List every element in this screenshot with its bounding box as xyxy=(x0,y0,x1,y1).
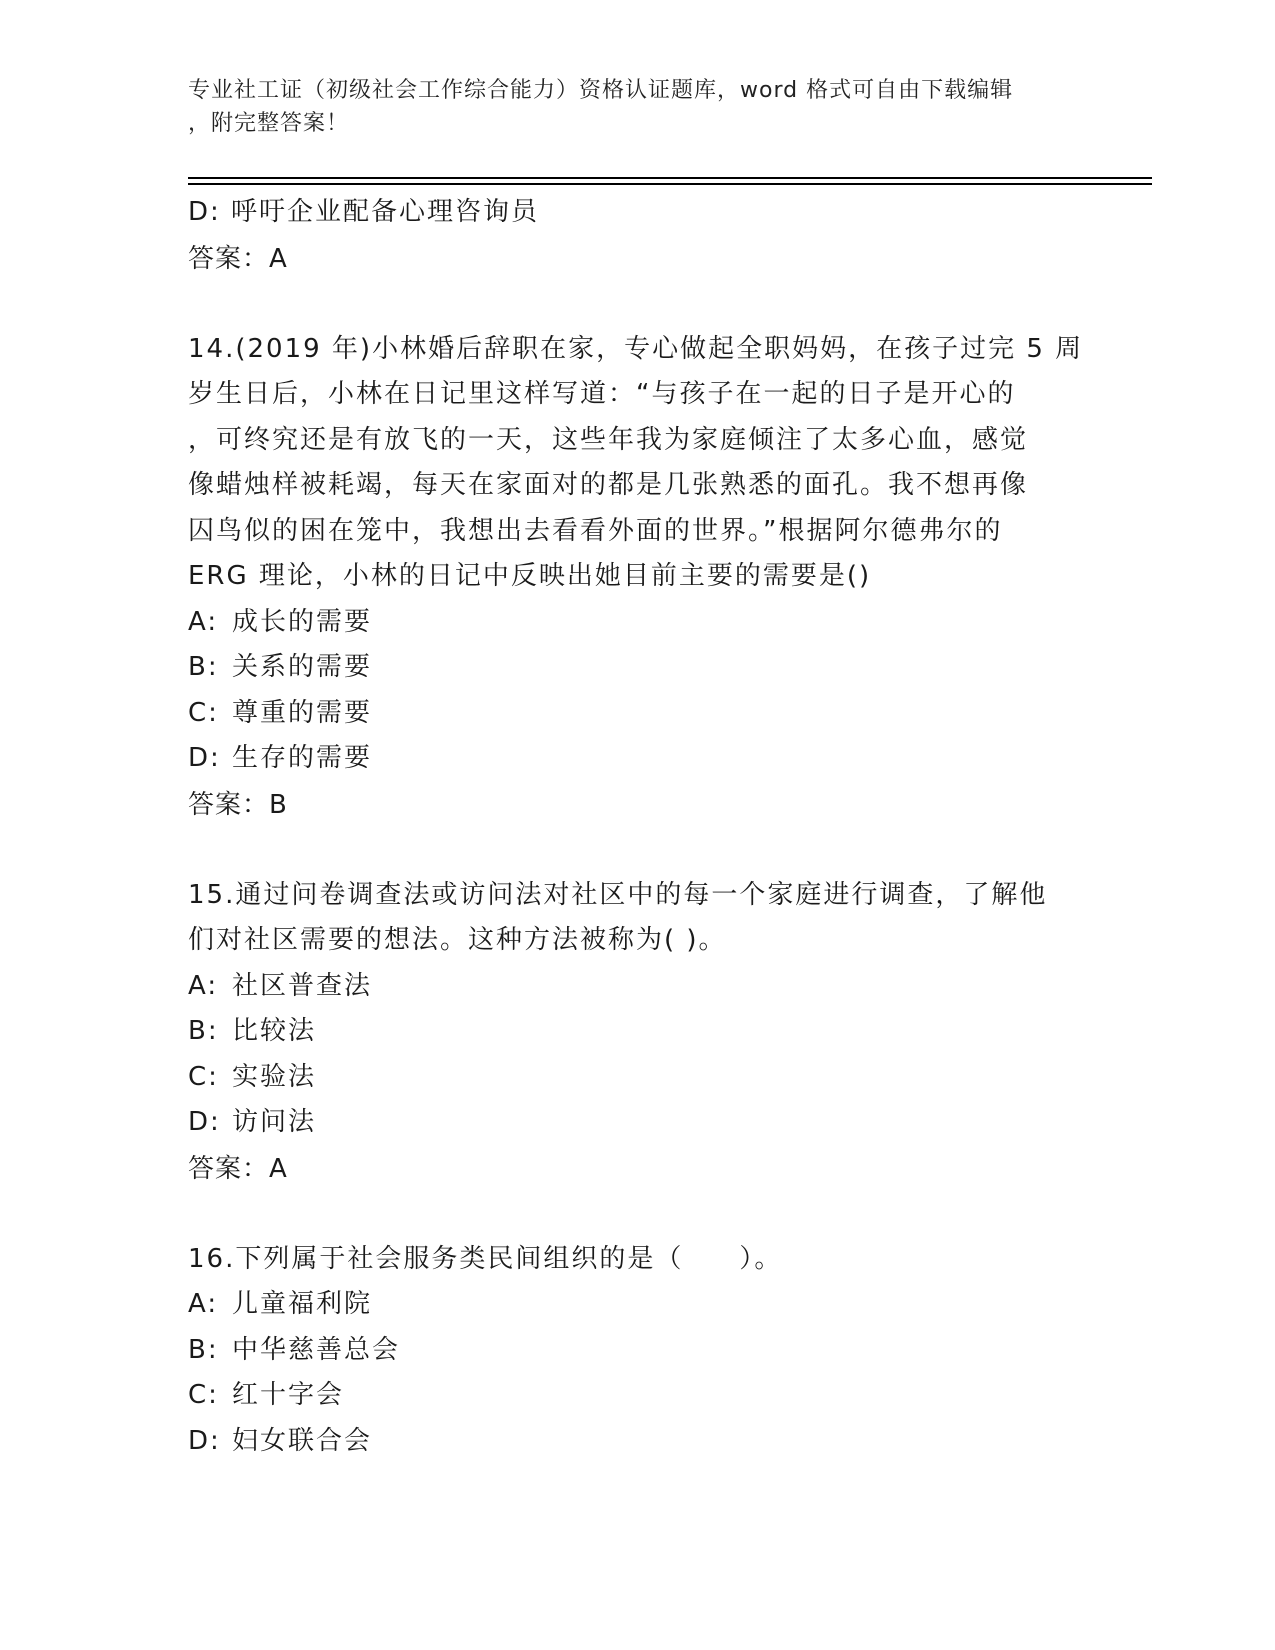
option-letter: B: xyxy=(188,1016,219,1046)
spacer xyxy=(188,828,1088,873)
option-c xyxy=(188,691,1088,737)
header-line-1: 专业社工证（初级社会工作综合能力）资格认证题库，word 格式可自由下载编辑 xyxy=(188,78,1014,103)
option-letter: A: xyxy=(188,970,219,1001)
option-letter: A: xyxy=(188,1289,219,1319)
question-text-line: 岁生日后，小林在日记里这样写道：“与孩子在一起的日子是开心的 xyxy=(188,379,1016,409)
option-text: 生存的需要 xyxy=(232,743,373,773)
previous-question-tail xyxy=(188,190,1088,282)
option-text: 红十字会 xyxy=(232,1380,345,1410)
document-header xyxy=(188,74,1068,140)
answer-line: 答案：A xyxy=(188,243,288,274)
option-text: 儿童福利院 xyxy=(232,1289,373,1319)
spacer xyxy=(188,1192,1088,1237)
spacer xyxy=(188,282,1088,327)
question-text-line: 像蜡烛样被耗竭，每天在家面对的都是几张熟悉的面孔。我不想再像 xyxy=(188,470,1029,500)
answer-line: 答案：B xyxy=(188,789,288,820)
question-16 xyxy=(188,1237,1088,1465)
option-text: 社区普查法 xyxy=(232,970,373,1001)
option-d xyxy=(188,1100,1088,1146)
question-text-line: 14.(2019 年)小林婚后辞职在家，专心做起全职妈妈，在孩子过完 5 周 xyxy=(188,333,1084,364)
option-a xyxy=(188,600,1088,646)
option-c xyxy=(188,1055,1088,1101)
option-letter: C: xyxy=(188,1061,219,1092)
option-letter: D: xyxy=(188,743,221,773)
option-text: 中华慈善总会 xyxy=(232,1334,401,1365)
option-d xyxy=(188,736,1088,782)
option-letter: B: xyxy=(188,652,219,682)
question-content xyxy=(188,190,1088,1464)
header-divider-bottom xyxy=(188,183,1152,185)
option-text: 实验法 xyxy=(232,1061,317,1092)
header-line-2: ，附完整答案！ xyxy=(188,111,350,136)
option-letter: C: xyxy=(188,697,219,728)
question-15 xyxy=(188,873,1088,1192)
question-text-line: ，可终究还是有放飞的一天，这些年我为家庭倾注了太多心血，感觉 xyxy=(188,424,1029,455)
option-letter: D: xyxy=(188,1425,221,1456)
option-text: 妇女联合会 xyxy=(232,1425,373,1456)
option-letter: D: xyxy=(188,1107,221,1137)
option-text: 尊重的需要 xyxy=(232,697,373,728)
question-text-line: ERG 理论，小林的日记中反映出她目前主要的需要是() xyxy=(188,561,872,591)
question-text-line: 15.通过问卷调查法或访问法对社区中的每一个家庭进行调查，了解他 xyxy=(188,879,1048,910)
option-d: D: 呼吁企业配备心理咨询员 xyxy=(188,197,540,227)
option-letter: C: xyxy=(188,1380,219,1410)
option-a xyxy=(188,964,1088,1010)
option-d xyxy=(188,1419,1088,1465)
option-text: 访问法 xyxy=(232,1107,317,1137)
option-letter: B: xyxy=(188,1334,219,1365)
option-b xyxy=(188,645,1088,691)
question-text-line: 们对社区需要的想法。这种方法被称为( )。 xyxy=(188,925,727,955)
option-text: 比较法 xyxy=(232,1016,317,1046)
option-c xyxy=(188,1373,1088,1419)
option-letter: A: xyxy=(188,606,219,637)
option-b xyxy=(188,1009,1088,1055)
option-b xyxy=(188,1328,1088,1374)
option-text: 关系的需要 xyxy=(232,652,373,682)
option-text: 成长的需要 xyxy=(232,606,373,637)
question-text-line: 16.下列属于社会服务类民间组织的是（ ）。 xyxy=(188,1243,783,1274)
question-14 xyxy=(188,327,1088,828)
header-divider-top xyxy=(188,177,1152,179)
answer-line: 答案：A xyxy=(188,1153,288,1184)
option-a xyxy=(188,1282,1088,1328)
question-text-line: 囚鸟似的困在笼中，我想出去看看外面的世界。”根据阿尔德弗尔的 xyxy=(188,515,1003,546)
